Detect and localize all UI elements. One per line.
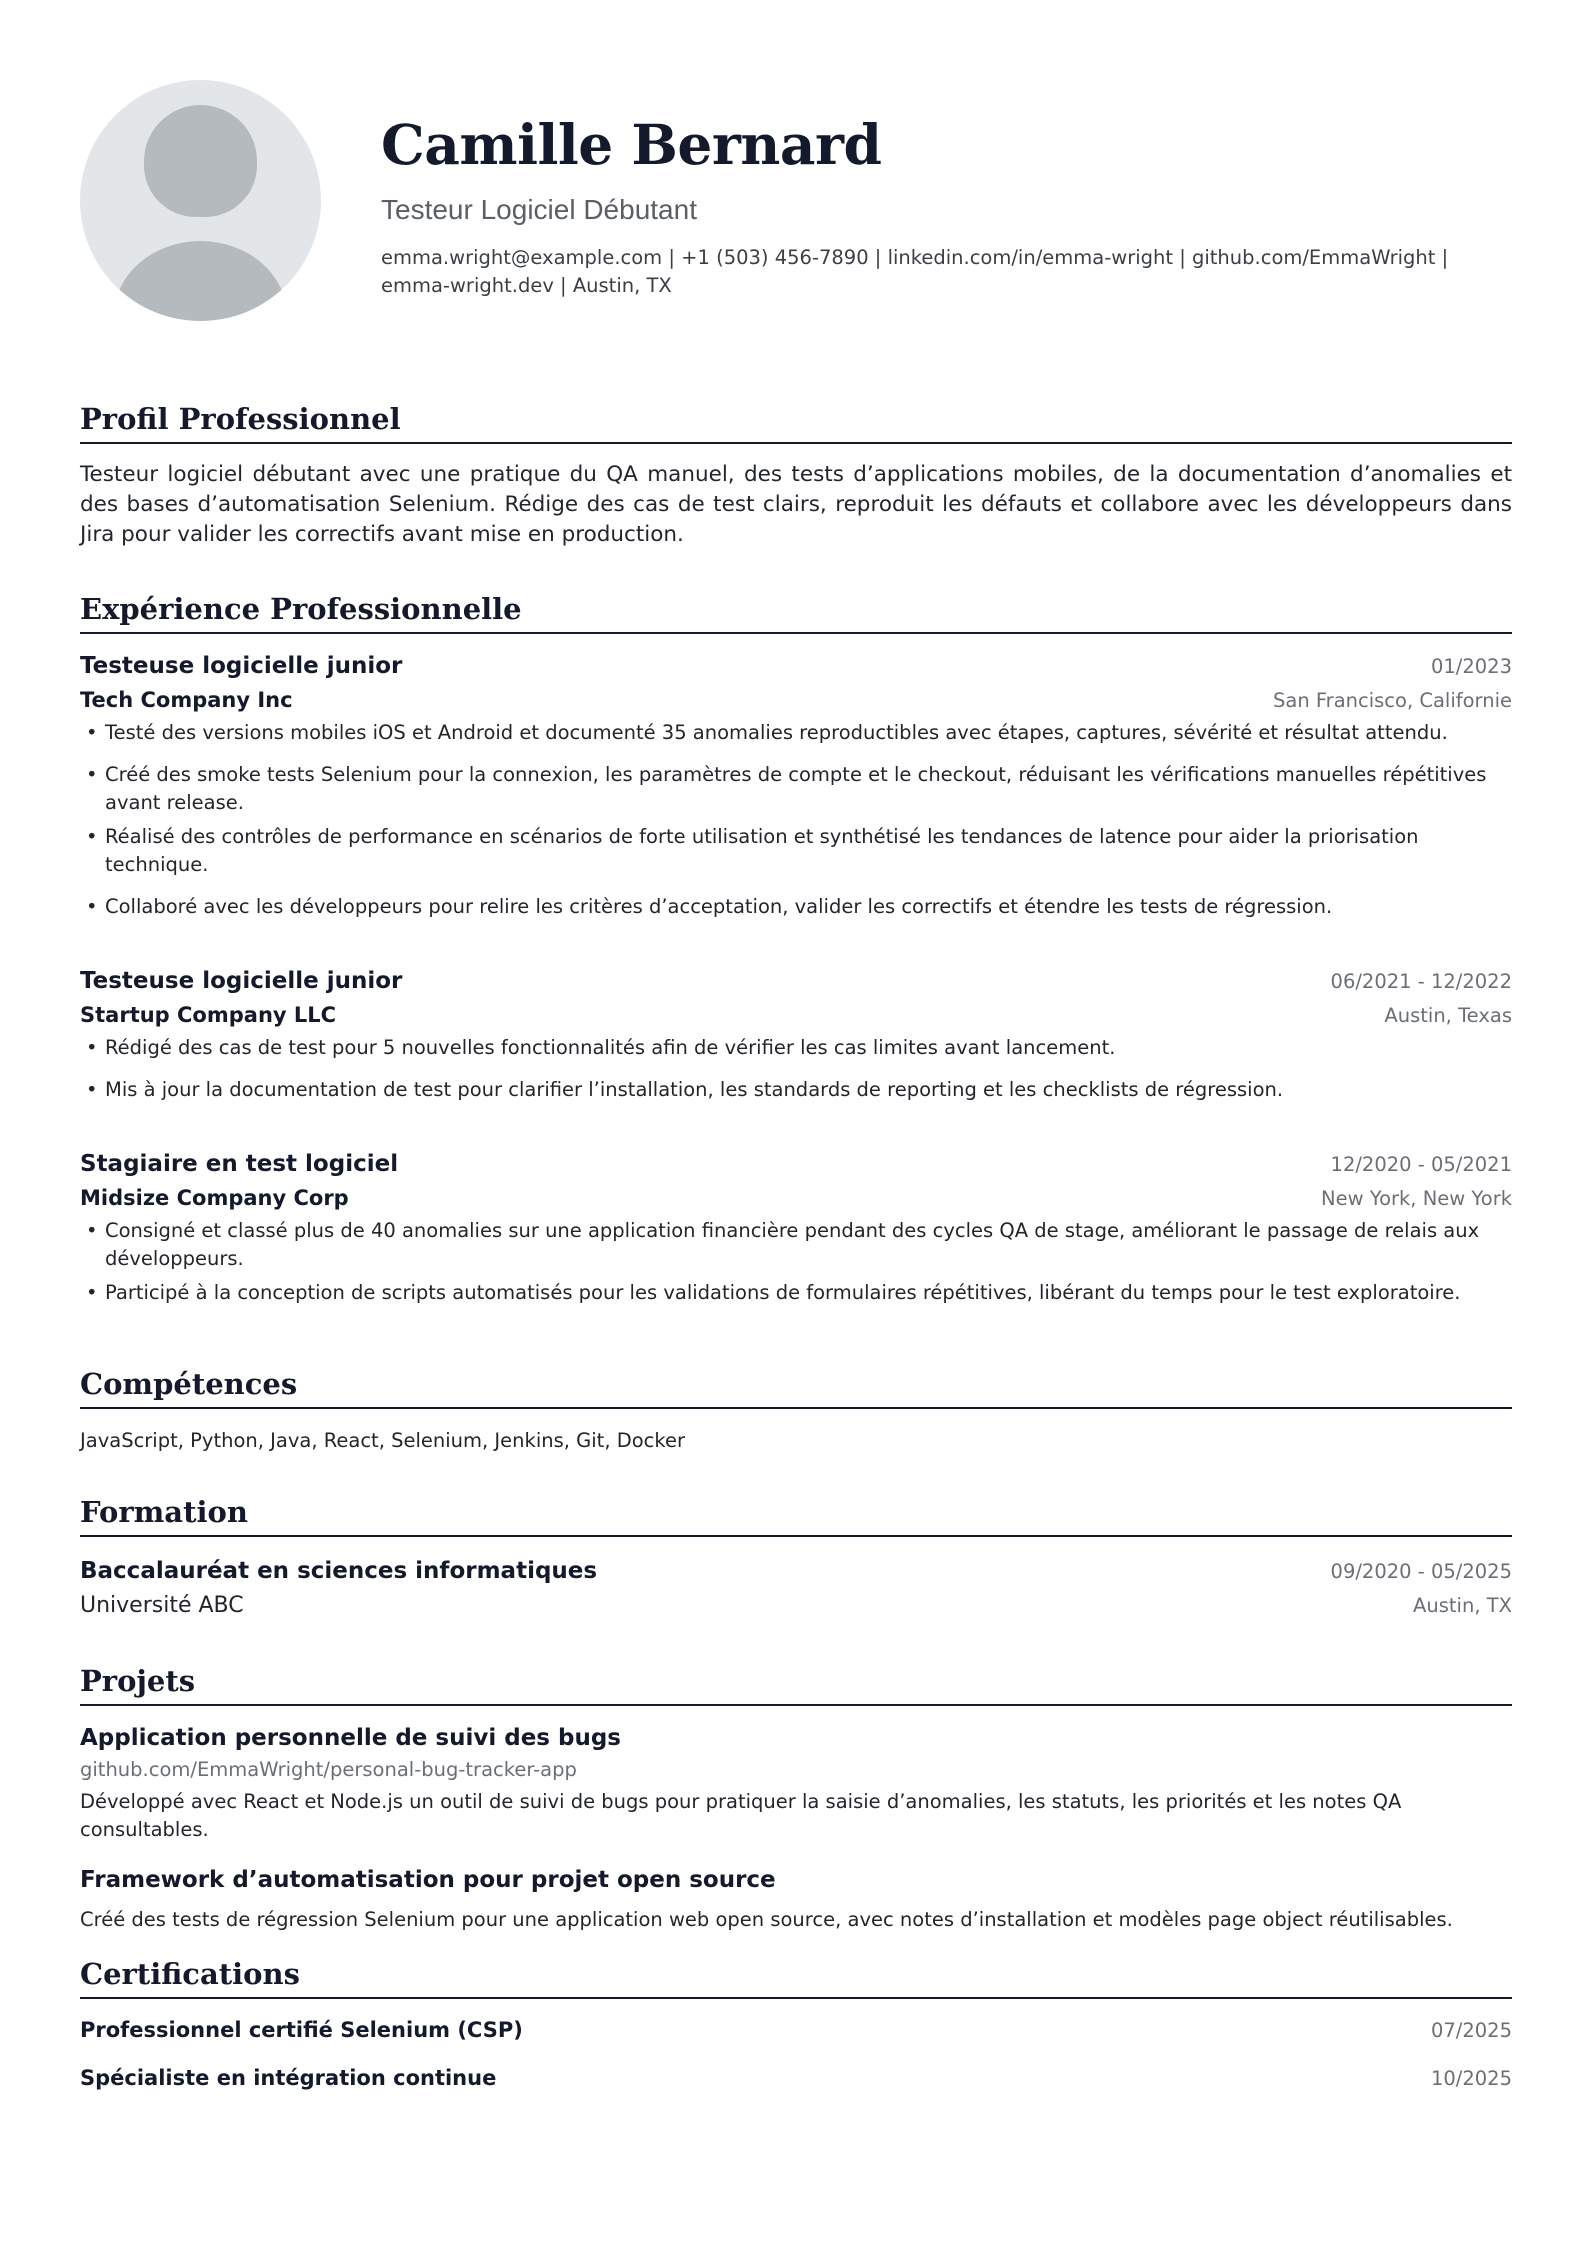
section-education [80, 1493, 1512, 1621]
certification-entry [80, 2015, 1512, 2045]
project-description: Développé avec React et Node.js un outil de suivi de bugs pour pratiquer la saisie d’anomalies, les statuts, les priorités et les notes QA consultables. [80, 1790, 1402, 1841]
section-title: Compétences [80, 1365, 1512, 1409]
profile-summary: Testeur logiciel débutant avec une pratique du QA manuel, des tests d’applications mobiles, de la documentation d’anomalies et des bases d’automatisation Selenium. Rédige des cas de test clairs, reproduit les défauts et collabore avec les développeurs dans Jira pour valider les correctifs avant mise en production. [80, 462, 1512, 547]
section-certifications [80, 1955, 1512, 2093]
certification-date: 07/2025 [1430, 2019, 1512, 2042]
education-date: 09/2020 - 05/2025 [1330, 1560, 1512, 1583]
avatar-head-shape [144, 105, 257, 217]
project-name: Application personnelle de suivi des bugs [80, 1725, 621, 1751]
header-text [381, 108, 1512, 300]
company-name: Tech Company Inc [80, 688, 293, 712]
project-name: Framework d’automatisation pour projet open source [80, 1867, 776, 1893]
job-location: New York, New York [1321, 1187, 1512, 1210]
job-bullet: • Testé des versions mobiles iOS et Android et documenté 35 anomalies reproductibles avec étapes, captures, sévérité et résultat attendu. [80, 719, 1512, 747]
skills-list: JavaScript, Python, Java, React, Selenium, Jenkins, Git, Docker [80, 1429, 686, 1452]
section-title: Formation [80, 1493, 1512, 1537]
company-name: Midsize Company Corp [80, 1186, 349, 1210]
section-skills [80, 1365, 1512, 1455]
candidate-name: Camille Bernard [381, 112, 882, 177]
section-title: Profil Professionnel [80, 400, 1512, 444]
job-entry [80, 1148, 1512, 1307]
job-title: Stagiaire en test logiciel [80, 1151, 399, 1177]
job-title: Testeuse logicielle junior [80, 653, 403, 679]
job-date: 06/2021 - 12/2022 [1330, 970, 1512, 993]
section-title: Certifications [80, 1955, 1512, 1999]
contact-line: emma.wright@example.com | +1 (503) 456-7890 | linkedin.com/in/emma-wright | github.com/EmmaWright | emma-wright.dev | Austin, TX [381, 246, 1449, 297]
education-location: Austin, TX [1413, 1594, 1512, 1617]
certification-name: Professionnel certifié Selenium (CSP) [80, 2018, 523, 2042]
job-bullet: • Rédigé des cas de test pour 5 nouvelles fonctionnalités afin de vérifier les cas limites avant lancement. [80, 1034, 1512, 1062]
resume-header [80, 0, 1512, 380]
job-date: 01/2023 [1430, 655, 1512, 678]
job-entry [80, 965, 1512, 1104]
avatar [80, 80, 321, 321]
project-link[interactable]: github.com/EmmaWright/personal-bug-tracker-app [80, 1758, 577, 1781]
project-entry [80, 1864, 1512, 1934]
avatar-body-shape [114, 241, 287, 321]
school-name: Université ABC [80, 1593, 244, 1618]
project-description: Créé des tests de régression Selenium pour une application web open source, avec notes d’installation et modèles page object réutilisables. [80, 1908, 1453, 1931]
section-projects [80, 1662, 1512, 1934]
candidate-title: Testeur Logiciel Débutant [381, 194, 697, 225]
job-location: San Francisco, Californie [1273, 689, 1512, 712]
section-experience [80, 590, 1512, 1321]
job-bullets [80, 1217, 1512, 1307]
job-entry [80, 650, 1512, 921]
job-bullet: • Consigné et classé plus de 40 anomalies sur une application financière pendant des cycles QA de stage, améliorant le passage de relais aux développeurs. [80, 1217, 1512, 1273]
job-bullet: • Participé à la conception de scripts automatisés pour les validations de formulaires répétitives, libérant du temps pour le test exploratoire. [80, 1279, 1512, 1307]
section-profile [80, 400, 1512, 550]
job-bullets [80, 719, 1512, 921]
certification-entry [80, 2063, 1512, 2093]
certification-name: Spécialiste en intégration continue [80, 2066, 497, 2090]
section-title: Expérience Professionnelle [80, 590, 1512, 634]
job-date: 12/2020 - 05/2021 [1330, 1153, 1512, 1176]
job-bullet: • Créé des smoke tests Selenium pour la connexion, les paramètres de compte et le checkout, réduisant les vérifications manuelles répétitives avant release. [80, 761, 1512, 817]
job-bullet: • Réalisé des contrôles de performance en scénarios de forte utilisation et synthétisé les tendances de latence pour aider la priorisation technique. [80, 823, 1512, 879]
certification-date: 10/2025 [1430, 2067, 1512, 2090]
project-entry [80, 1722, 1512, 1844]
job-title: Testeuse logicielle junior [80, 968, 403, 994]
section-title: Projets [80, 1662, 1512, 1706]
degree-name: Baccalauréat en sciences informatiques [80, 1558, 598, 1584]
resume-page [80, 0, 1512, 2090]
job-bullet: • Mis à jour la documentation de test pour clarifier l’installation, les standards de reporting et les checklists de régression. [80, 1076, 1512, 1104]
company-name: Startup Company LLC [80, 1003, 337, 1027]
job-location: Austin, Texas [1384, 1004, 1512, 1027]
job-bullets [80, 1034, 1512, 1104]
job-bullet: • Collaboré avec les développeurs pour relire les critères d’acceptation, valider les correctifs et étendre les tests de régression. [80, 893, 1512, 921]
